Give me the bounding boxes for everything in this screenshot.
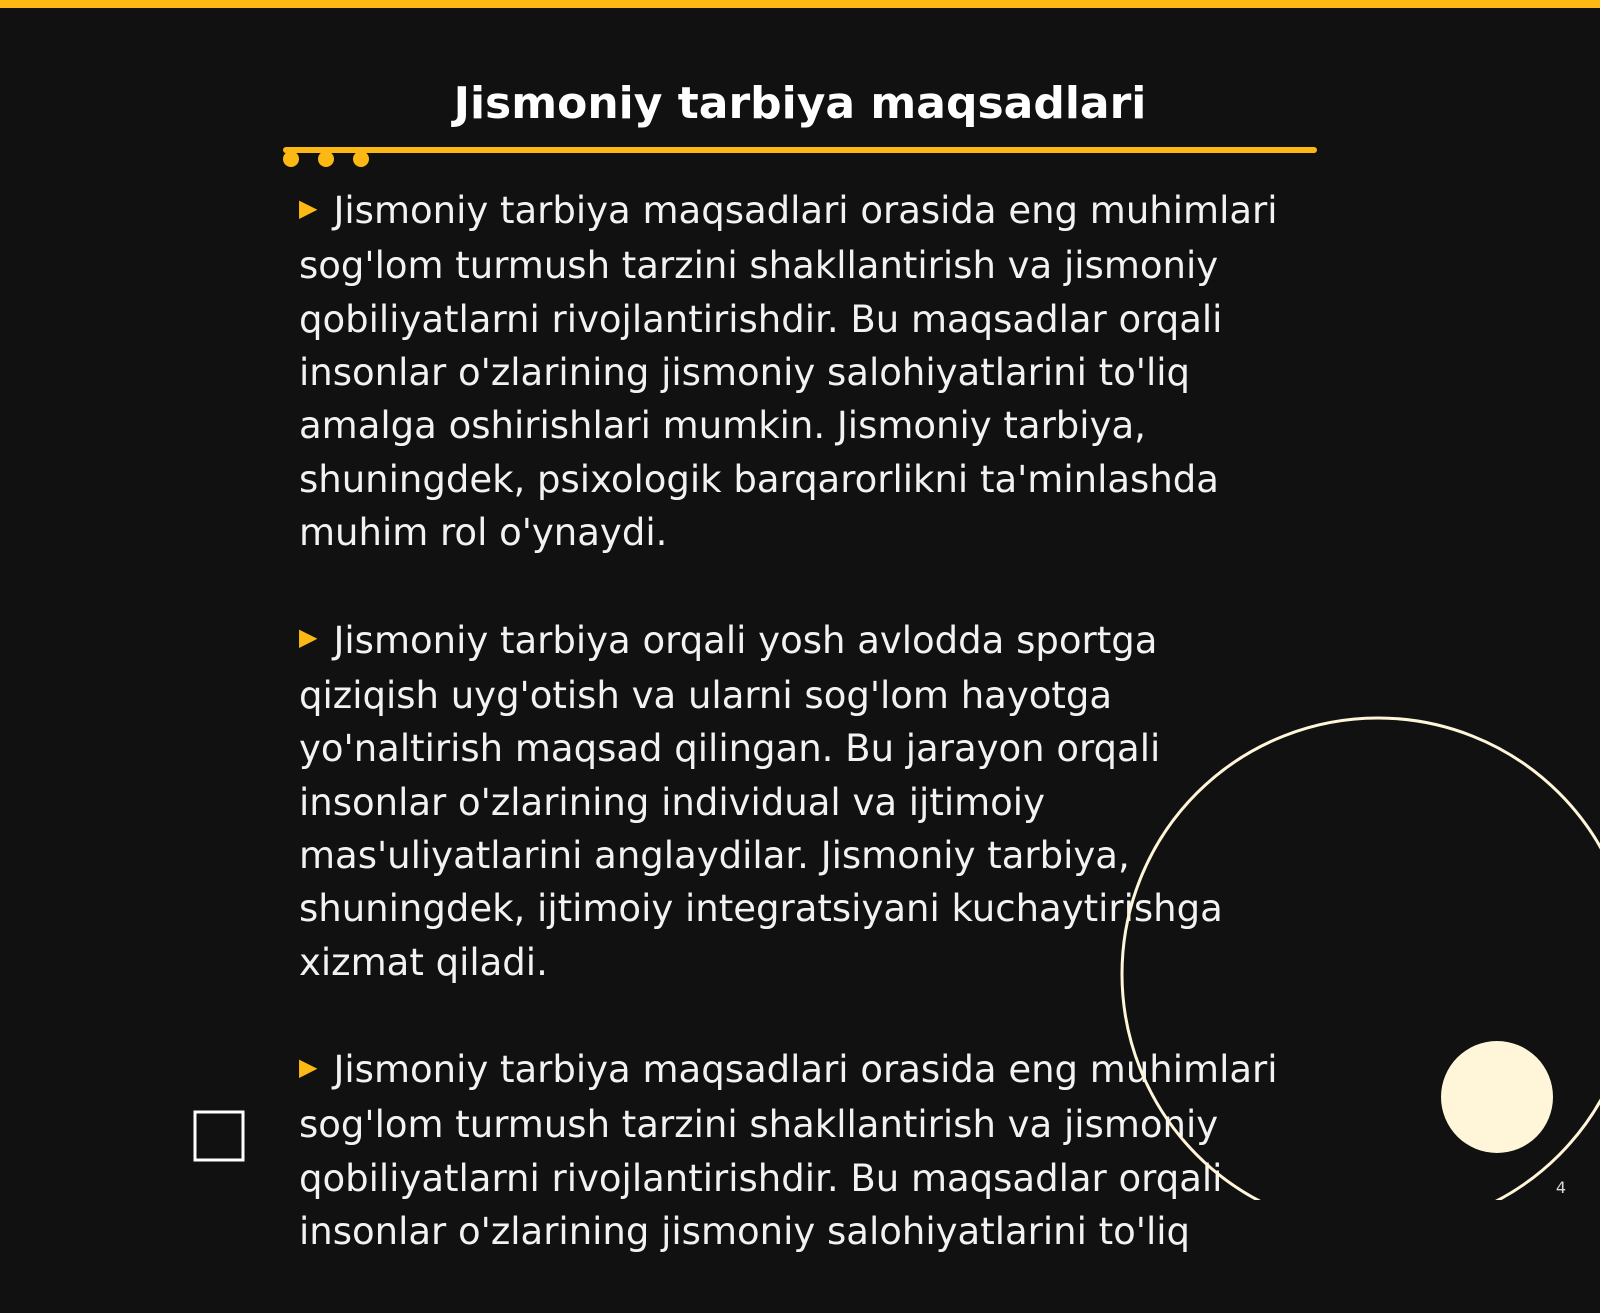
slide-title: Jismoniy tarbiya maqsadlari	[453, 78, 1147, 129]
accent-dot	[353, 151, 369, 167]
triangle-right-icon: ▶	[299, 193, 318, 222]
bullet-text: Jismoniy tarbiya maqsadlari orasida eng muhimlari sog'lom turmush tarzini shakllantirish va jismoniy qobiliyatlarni rivojlantirishdir. Bu maqsadlar orqali insonlar o'zlarining jismoniy salohiyatlarini to'liq	[299, 1048, 1278, 1254]
bullet-item	[299, 1043, 1309, 1258]
filled-circle-decor	[1441, 1041, 1553, 1153]
bullet-text: Jismoniy tarbiya orqali yosh avlodda sportga qiziqish uyg'otish va ularni sog'lom hayotga yo'naltirish maqsad qilingan. Bu jarayon orqali insonlar o'zlarining individual va ijtimoiy mas'uliyatlarini anglaydilar. Jismoniy tarbiya, shuningdek, ijtimoiy integratsiyani kuchaytirishga xizmat qiladi.	[299, 618, 1223, 984]
bullet-item	[299, 184, 1309, 560]
accent-dot	[283, 151, 299, 167]
top-accent-bar	[0, 0, 1600, 8]
square-outline-decor	[195, 1112, 243, 1160]
bullet-list	[299, 184, 1309, 1313]
triangle-right-icon: ▶	[299, 623, 318, 652]
bullet-item	[299, 614, 1309, 990]
page-number: 4	[1555, 1178, 1566, 1197]
title-underline	[283, 147, 1317, 153]
bullet-text: Jismoniy tarbiya maqsadlari orasida eng muhimlari sog'lom turmush tarzini shakllantirish va jismoniy qobiliyatlarni rivojlantirishdir. Bu maqsadlar orqali insonlar o'zlarining jismoniy salohiyatlarini to'liq amalga oshirishlari mumkin. Jismoniy tarbiya, shuningdek, psixologik barqarorlikni ta'minlashda muhim rol o'ynaydi.	[299, 189, 1278, 555]
accent-dot	[318, 151, 334, 167]
triangle-right-icon: ▶	[299, 1053, 318, 1082]
